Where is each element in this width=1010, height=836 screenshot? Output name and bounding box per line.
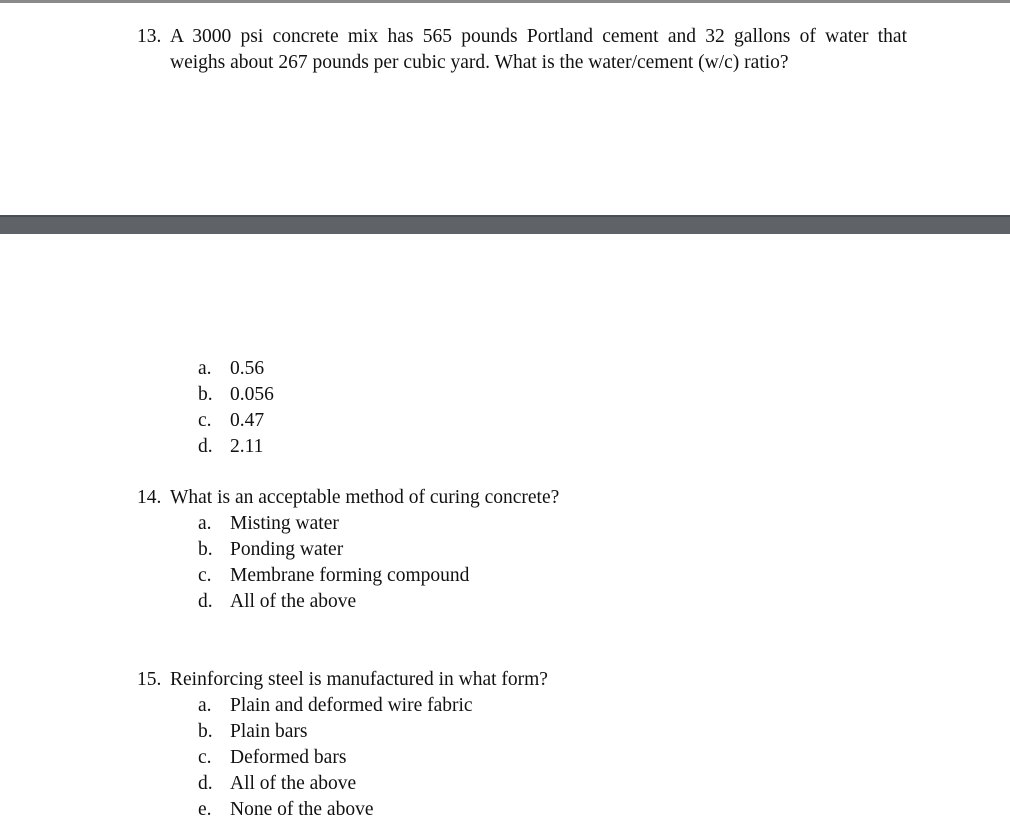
option-text: 0.56 <box>230 358 265 379</box>
option-letter: b. <box>198 721 213 742</box>
question-number: 14. <box>137 487 162 508</box>
option-text: None of the above <box>230 799 374 820</box>
question-stem: What is an acceptable method of curing concrete? <box>170 487 560 508</box>
option-text: 0.056 <box>230 384 274 405</box>
option-text: Membrane forming compound <box>230 565 470 586</box>
option-letter: c. <box>198 747 212 768</box>
document-page <box>0 3 1010 215</box>
question-number: 15. <box>137 669 162 690</box>
document-page <box>0 234 1010 836</box>
question-number: 13. <box>137 26 162 47</box>
option-letter: e. <box>198 799 212 820</box>
option-letter: d. <box>198 773 213 794</box>
option-letter: d. <box>198 436 213 457</box>
option-text: Plain bars <box>230 721 308 742</box>
option-text: Ponding water <box>230 539 344 560</box>
option-text: 0.47 <box>230 410 265 431</box>
question-stem: Reinforcing steel is manufactured in what form? <box>170 669 548 690</box>
question-15 <box>137 667 737 693</box>
option-text: Deformed bars <box>230 747 347 768</box>
option-text: Misting water <box>230 513 339 534</box>
question-13 <box>137 24 917 76</box>
option-letter: b. <box>198 384 213 405</box>
option-letter: d. <box>198 591 213 612</box>
option-text: Plain and deformed wire fabric <box>230 695 473 716</box>
option-letter: a. <box>198 513 212 534</box>
page-separator <box>0 215 1010 234</box>
question-14 <box>137 485 737 511</box>
option-text: All of the above <box>230 773 357 794</box>
option-letter: c. <box>198 565 212 586</box>
option-letter: c. <box>198 410 212 431</box>
option-letter: a. <box>198 695 212 716</box>
option-text: All of the above <box>230 591 357 612</box>
option-letter: b. <box>198 539 213 560</box>
question-stem-line: weighs about 267 pounds per cubic yard. What is the water/cement (w/c) ratio? <box>170 52 789 73</box>
question-stem-line: A 3000 psi concrete mix has 565 pounds Portland cement and 32 gallons of water that <box>170 26 907 47</box>
question-stem <box>170 24 907 76</box>
option-letter: a. <box>198 358 212 379</box>
option-text: 2.11 <box>230 436 264 457</box>
